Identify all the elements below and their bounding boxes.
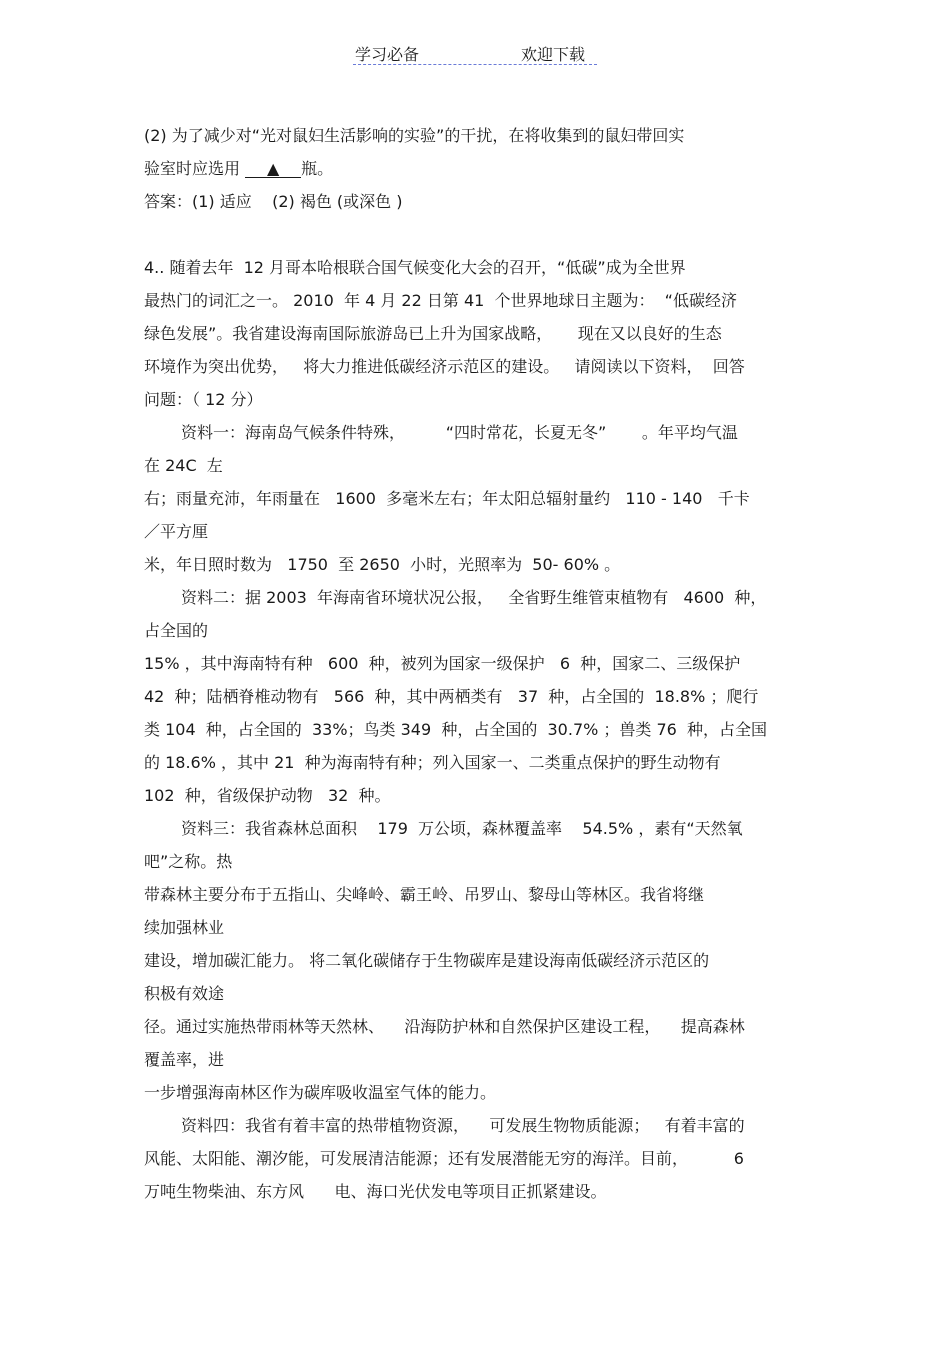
q2-line-1: (2) 为了减少对“光对鼠妇生活影响的实验”的干扰，在将收集到的鼠妇带回实 [144,126,685,145]
material-3-line-d: 续加强林业 [144,918,225,937]
answer-blank: ▲ [245,161,301,178]
material-2-line-e: 类 104 种，占全国的 33%；鸟类 349 种，占全国的 30.7% ；兽类 76 种，占全国 [144,720,768,739]
material-3-line-c: 带森林主要分布于五指山、尖峰岭、霸王岭、吊罗山、黎母山等林区。我省将继 [144,885,705,904]
material-3-line-h: 覆盖率，进 [144,1050,225,1069]
q4-line-4: 环境作为突出优势， 将大力推进低碳经济示范区的建设。 请阅读以下资料， 回答 [144,357,745,376]
q4-line-5: 问题：（ 12 分） [144,390,263,409]
q2-line-2-post: 瓶。 [301,159,334,178]
material-3-line-g: 径。通过实施热带雨林等天然林、 沿海防护林和自然保护区建设工程， 提高森林 [144,1017,745,1036]
q4-line-2: 最热门的词汇之一。 2010 年 4 月 22 日第 41 个世界地球日主题为： “低碳经济 [144,291,737,310]
q4-line-1: 4.. 随着去年 12 月哥本哈根联合国气候变化大会的召开，“低碳”成为全世界 [144,258,686,277]
material-3-line-a: 资料三：我省森林总面积 179 万公顷，森林覆盖率 54.5% ，素有“天然氧 [181,819,743,838]
material-1-line-d: ／平方厘 [144,522,209,541]
material-1-line-e: 米，年日照时数为 1750 至 2650 小时，光照率为 50- 60% 。 [144,555,621,574]
material-2-line-a: 资料二：据 2003 年海南省环境状况公报， 全省野生维管束植物有 4600 种， [181,588,767,607]
material-1-line-a: 资料一：海南岛气候条件特殊， “四时常花，长夏无冬” 。年平均气温 [181,423,738,442]
material-2-line-c: 15% ，其中海南特有种 600 种，被列为国家一级保护 6 种，国家二、三级保护 [144,654,741,673]
material-3-line-e: 建设，增加碳汇能力。 将二氧化碳储存于生物碳库是建设海南低碳经济示范区的 [144,951,710,970]
q2-line-2-pre: 验室时应选用 [144,159,246,178]
q2-answer: 答案：(1) 适应 (2) 褐色 (或深色 ) [144,192,403,211]
material-1-line-b: 在 24C 左 [144,456,223,475]
material-1-line-c: 右；雨量充沛，年雨量在 1600 多毫米左右；年太阳总辐射量约 110 - 140 千卡 [144,489,750,508]
material-3-line-i: 一步增强海南林区作为碳库吸收温室气体的能力。 [144,1083,497,1102]
q2-line-2 [144,159,333,179]
page-header [353,38,597,65]
material-2-line-g: 102 种，省级保护动物 32 种。 [144,786,391,805]
header-left-text: 学习必备 [355,45,420,64]
q4-line-3: 绿色发展”。我省建设海南国际旅游岛已上升为国家战略， 现在又以良好的生态 [144,324,722,343]
material-2-line-b: 占全国的 [144,621,209,640]
material-2-line-f: 的 18.6% ，其中 21 种为海南特有种；列入国家一、二类重点保护的野生动物有 [144,753,721,772]
header-right-text: 欢迎下载 [521,45,586,64]
material-2-line-d: 42 种；陆栖脊椎动物有 566 种，其中两栖类有 37 种，占全国的 18.8% ；爬行 [144,687,759,706]
material-3-line-f: 积极有效途 [144,984,225,1003]
material-4-line-c: 万吨生物柴油、东方风 电、海口光伏发电等项目正抓紧建设。 [144,1182,607,1201]
material-4-line-b: 风能、太阳能、潮汐能，可发展清洁能源；还有发展潜能无穷的海洋。目前， 6 [144,1149,744,1168]
material-4-line-a: 资料四：我省有着丰富的热带植物资源， 可发展生物物质能源； 有着丰富的 [181,1116,745,1135]
material-3-line-b: 吧”之称。热 [144,852,233,871]
